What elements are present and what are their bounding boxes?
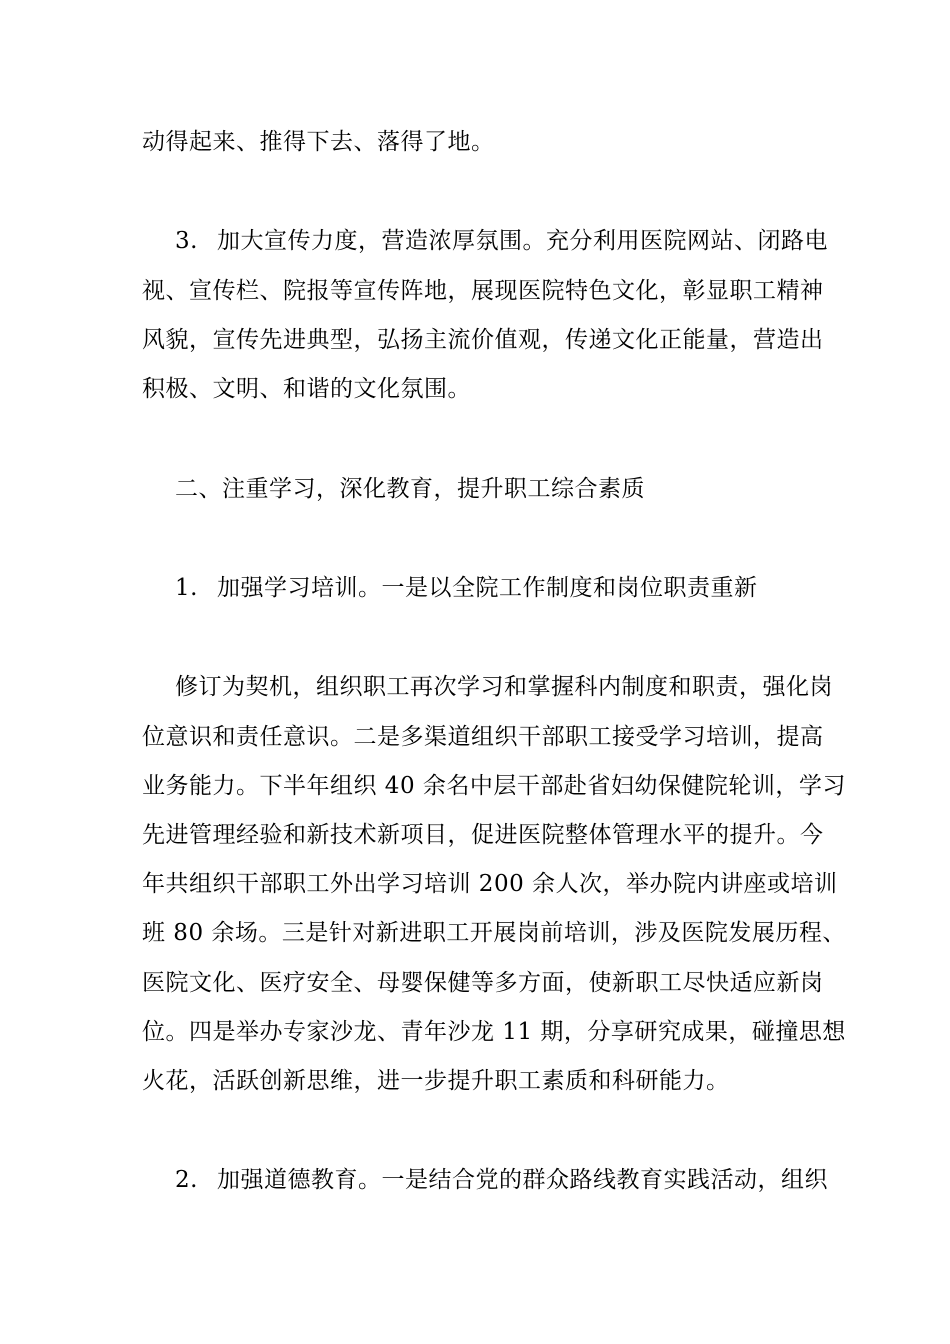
paragraph-line: 火花，活跃创新思维，进一步提升职工素质和科研能力。	[142, 1068, 730, 1094]
numbered-paragraph-line	[175, 573, 845, 603]
paragraph-line: 年共组织干部职工外出学习培训 200 余人次，举办院内讲座或培训	[142, 871, 838, 897]
paragraph-line: 位意识和责任意识。二是多渠道组织干部职工接受学习培训，提高	[142, 724, 824, 750]
paragraph-line: 先进管理经验和新技术新项目，促进医院整体管理水平的提升。今	[142, 822, 824, 848]
numbered-paragraph-line	[175, 1165, 845, 1195]
paragraph-line: 医院文化、医疗安全、母婴保健等多方面，使新职工尽快适应新岗	[142, 970, 824, 996]
paragraph-line: 视、宣传栏、院报等宣传阵地，展现医院特色文化，彰显职工精神	[142, 278, 824, 304]
paragraph-line: 积极、文明、和谐的文化氛围。	[142, 376, 471, 402]
paragraph-line: 风貌，宣传先进典型，弘扬主流价值观，传递文化正能量，营造出	[142, 327, 824, 353]
paragraph-line: 业务能力。下半年组织 40 余名中层干部赴省妇幼保健院轮训，学习	[142, 773, 846, 799]
paragraph-line: 动得起来、推得下去、落得了地。	[142, 129, 495, 155]
paragraph-line: 班 80 余场。三是针对新进职工开展岗前培训，涉及医院发展历程、	[142, 920, 846, 946]
list-number: 2.	[175, 1167, 198, 1193]
section-heading: 二、注重学习，深化教育，提升职工综合素质	[175, 476, 645, 502]
numbered-paragraph-line	[175, 226, 845, 256]
paragraph-line: 位。四是举办专家沙龙、青年沙龙 11 期，分享研究成果，碰撞思想	[142, 1019, 846, 1045]
list-number: 3.	[175, 228, 198, 254]
paragraph-line: 修订为契机，组织职工再次学习和掌握科内制度和职责，强化岗	[175, 674, 833, 700]
paragraph-text: 加强学习培训。一是以全院工作制度和岗位职责重新	[217, 575, 758, 601]
paragraph-text: 加强道德教育。一是结合党的群众路线教育实践活动，组织	[217, 1167, 828, 1193]
list-number: 1.	[175, 575, 198, 601]
paragraph-text: 加大宣传力度，营造浓厚氛围。充分利用医院网站、闭路电	[217, 228, 828, 254]
